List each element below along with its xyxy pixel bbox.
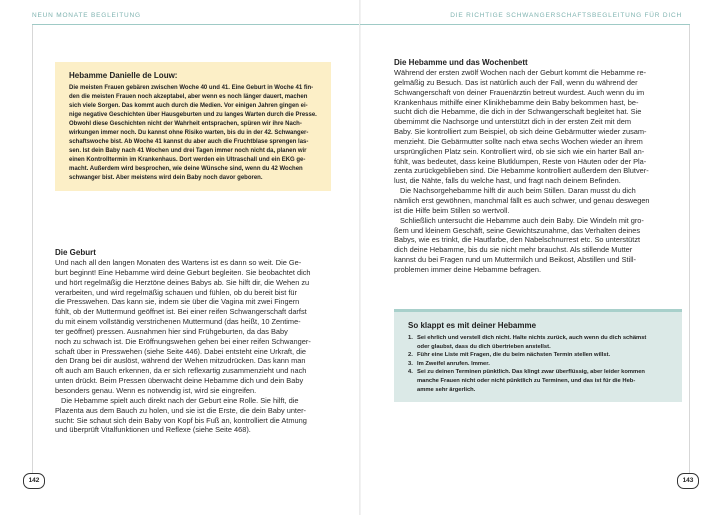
- tip-number: 3.: [408, 360, 413, 367]
- quote-box-title: Hebamme Danielle de Louw:: [69, 71, 178, 80]
- section-title-wochenbett: Die Hebamme und das Wochenbett: [394, 58, 528, 67]
- quote-line: wirkungen immer noch. Du kannst ohne Risiko warten, bis du in der 42. Schwanger-: [69, 130, 309, 136]
- body-line: sucht dich die Hebamme, die dich in der Schwangerschaft begleitet hat. Sie: [394, 107, 642, 117]
- body-line: ursprünglichen Platz sein. Kontrolliert wird, ob sie sich wie ein harter Ball an-: [394, 146, 645, 156]
- tip-number: 1.: [408, 335, 413, 341]
- tips-list: [408, 334, 672, 394]
- tip-line: amme sehr ärgerlich.: [417, 386, 476, 393]
- body-line: oft auch am Bauch erkennen, da er sich reflexartig zusammenzieht und nach: [55, 366, 307, 376]
- body-line: ter geöffnet) pressen. Ausnahmen hier sind Frühgeburten, da das Baby: [55, 326, 288, 336]
- margin-rule-left: [32, 25, 33, 481]
- tips-box: [394, 309, 682, 402]
- tip-line: Führ eine Liste mit Fragen, die du beim nächsten Termin stellen willst.: [417, 352, 611, 359]
- quote-line: den die meisten Frauen noch akzeptabel, aber wenn es noch länger dauert, machen: [69, 94, 308, 100]
- body-text-left: [55, 258, 311, 435]
- body-line: ist die Hilfe beim Stillen so wertvoll.: [394, 205, 510, 215]
- tip-line: Im Zweifel anrufen. Immer.: [417, 360, 490, 367]
- body-line: Schwangerschaft von deiner Frauenärztin betreut wurdest. Auch wenn du im: [394, 87, 645, 97]
- page-number-left: 142: [23, 473, 45, 489]
- body-line: verarbeiten, und wird regelmäßig schauen und fühlen, ob du bereit bist für: [55, 287, 297, 297]
- section-title-geburt: Die Geburt: [55, 248, 96, 257]
- quote-line: schaftswoche bist. Ab Woche 41 kannst du aber auch die Fruchtblase sprengen las-: [69, 139, 309, 145]
- body-line: Und nach all den langen Monaten des Wartens ist es dann so weit. Die Ge-: [55, 258, 302, 267]
- body-line: übernimmt die Nachsorge und unterstützt dich in der ersten Zeit mit dem: [394, 117, 632, 127]
- body-line: problemen immer deine Hebamme befragen.: [394, 264, 542, 274]
- header-rule-right: [360, 24, 690, 25]
- body-line: lust, die Nähte, falls du welche hast, und fragt nach deinem Befinden.: [394, 176, 621, 186]
- tip-line: oder glaubst, dass du dich übertrieben anstellst.: [417, 343, 551, 350]
- body-line: nämlich erst gewöhnen, manchmal fällt es auch schwer, und genau deswegen: [394, 195, 650, 205]
- tip-number: 4.: [408, 369, 413, 376]
- body-line: Schließlich untersucht die Hebamme auch dein Baby. Die Windeln mit gro-: [400, 215, 644, 225]
- body-line: fühlt, was bedeutet, dass keine Blutklumpen, Reste von Häuten oder der Pla-: [394, 156, 647, 166]
- body-text-right: [394, 68, 650, 275]
- body-line: kannst du bei Fragen rund um Muttermilch und Beikost, Abstillen und Still-: [394, 255, 636, 265]
- tip-item: [408, 360, 672, 369]
- right-page: [360, 0, 720, 515]
- body-line: sucht: Sie schaut sich dein Baby von Kopf bis Fuß an, kontrolliert die Atmung: [55, 415, 307, 425]
- body-line: noch zu schwach ist. Die Eröffnungswehen gehen bei einer reifen Schwanger-: [55, 336, 311, 346]
- tip-number: 2.: [408, 352, 413, 359]
- body-line: Die Nachsorgehebamme hilft dir auch beim Stillen. Daran musst du dich: [400, 186, 636, 196]
- body-line: und hört regelmäßig die Herztöne deines Babys ab. Sie hilft dir, die Wehen zu: [55, 277, 310, 287]
- tip-line: manche Frauen nicht oder nicht pünktlich zu Terminen, und das ist für die Heb-: [417, 377, 636, 384]
- running-head-left: NEUN MONATE BEGLEITUNG: [32, 12, 141, 19]
- body-line: Während der ersten zwölf Wochen nach der Geburt kommt die Hebamme re-: [394, 68, 647, 77]
- running-head-right: DIE RICHTIGE SCHWANGERSCHAFTSBEGLEITUNG FÜR DICH: [450, 12, 682, 19]
- tip-line: Sei zu deinen Terminen pünktlich. Das klingt zwar überflüssig, aber leider kommen: [417, 369, 645, 376]
- quote-line: schwanger bist. Aber meistens wird dein Baby noch davor geboren.: [69, 175, 263, 181]
- body-line: den Drang bei dir auslöst, während der Wehen mitzudrücken. Das kann man: [55, 356, 306, 366]
- quote-line: nige negative Geschichten über Hausgeburten und zu langes Warten durch die Presse.: [69, 112, 317, 118]
- body-line: die Presswehen. Das kann sie, indem sie über die Vagina mit zwei Fingern: [55, 297, 300, 307]
- tip-line: Sei ehrlich und verstell dich nicht. Halte nichts zurück, auch wenn du dich schämst: [417, 335, 647, 341]
- body-line: fühlt, ob der Muttermund geöffnet ist. Bei einer reifen Schwangerschaft darfst: [55, 307, 307, 317]
- body-line: menzieht. Die Gebärmutter sollte nach etwa sechs Wochen wieder an ihrem: [394, 136, 643, 146]
- quote-line: sich viele Sorgen. Das kommt auch durch die Medien. Vor einigen Jahren gingen ei-: [69, 103, 308, 109]
- body-line: ßem und kleinem Geschäft, seine Gewichtszunahme, das Verhalten deines: [394, 225, 641, 235]
- body-line: du mit einem vollständig verstrichenen Muttermund (das heißt, 10 Zentime-: [55, 317, 301, 327]
- body-line: burt beginnt! Eine Hebamme wird deine Geburt begleiten. Sie beobachtet dich: [55, 267, 311, 277]
- body-line: unten drückt. Beim Pressen überwacht deine Hebamme dich und dein Baby: [55, 376, 304, 386]
- body-line: Plazenta aus dem Bauch zu holen, und sie ist die Erste, die dein Baby unter-: [55, 405, 307, 415]
- body-line: und überprüft Vitalfunktionen und Reflexe (siehe Seite 468).: [55, 425, 251, 435]
- quote-line: Die meisten Frauen gebären zwischen Woche 40 und 41. Eine Geburt in Woche 41 fin-: [69, 85, 314, 91]
- body-line: dich deine Hebamme, bis du sie nicht mehr brauchst. Als stillende Mutter: [394, 245, 633, 255]
- header-rule-left: [32, 24, 360, 25]
- margin-rule-right: [689, 25, 690, 481]
- quote-box-text: [69, 84, 321, 183]
- body-line: Die Hebamme spielt auch direkt nach der Geburt eine Rolle. Sie hilft, die: [61, 395, 299, 405]
- body-line: zenta zurückgeblieben sind. Die Hebamme kontrolliert außerdem den Blutver-: [394, 166, 649, 176]
- page-number-right: 143: [677, 473, 699, 489]
- body-line: schaft über in Presswehen (siehe Seite 446). Dabei entsteht eine Urkraft, die: [55, 346, 307, 356]
- tip-item: [408, 334, 672, 351]
- quote-line: Obwohl diese Geschichten nicht der Wahrheit entsprachen, spüren wir ihre Nach-: [69, 121, 302, 127]
- quote-line: einen Kontrolltermin im Krankenhaus. Dort werden ein Ultraschall und ein EKG ge-: [69, 157, 306, 163]
- body-line: besonders genau. Wenn es notwendig ist, wird sie eingreifen.: [55, 385, 257, 395]
- tip-item: [408, 351, 672, 360]
- tips-box-title: So klappt es mit deiner Hebamme: [408, 321, 537, 330]
- tip-item: [408, 368, 672, 394]
- body-line: Baby. Sie kontrolliert zum Beispiel, ob sich deine Gebärmutter wieder zusam-: [394, 127, 647, 137]
- body-line: Krankenhaus mithilfe einer Klinikhebamme dein Baby bekommen hast, be-: [394, 97, 639, 107]
- quote-line: sen. Ist dein Baby nach 41 Wochen und drei Tagen immer noch nicht da, planen wir: [69, 148, 307, 154]
- body-line: Babys, wie es trinkt, die Hautfarbe, den Nabelschnurrest etc. So unterstützt: [394, 235, 641, 245]
- quote-box: [55, 62, 331, 191]
- body-line: gelmäßig zu Besuch. Das ist natürlich auch der Fall, wenn du während der: [394, 77, 638, 87]
- quote-line: macht. Außerdem wird besprochen, wie deine Wünsche sind, wenn du 42 Wochen: [69, 166, 303, 172]
